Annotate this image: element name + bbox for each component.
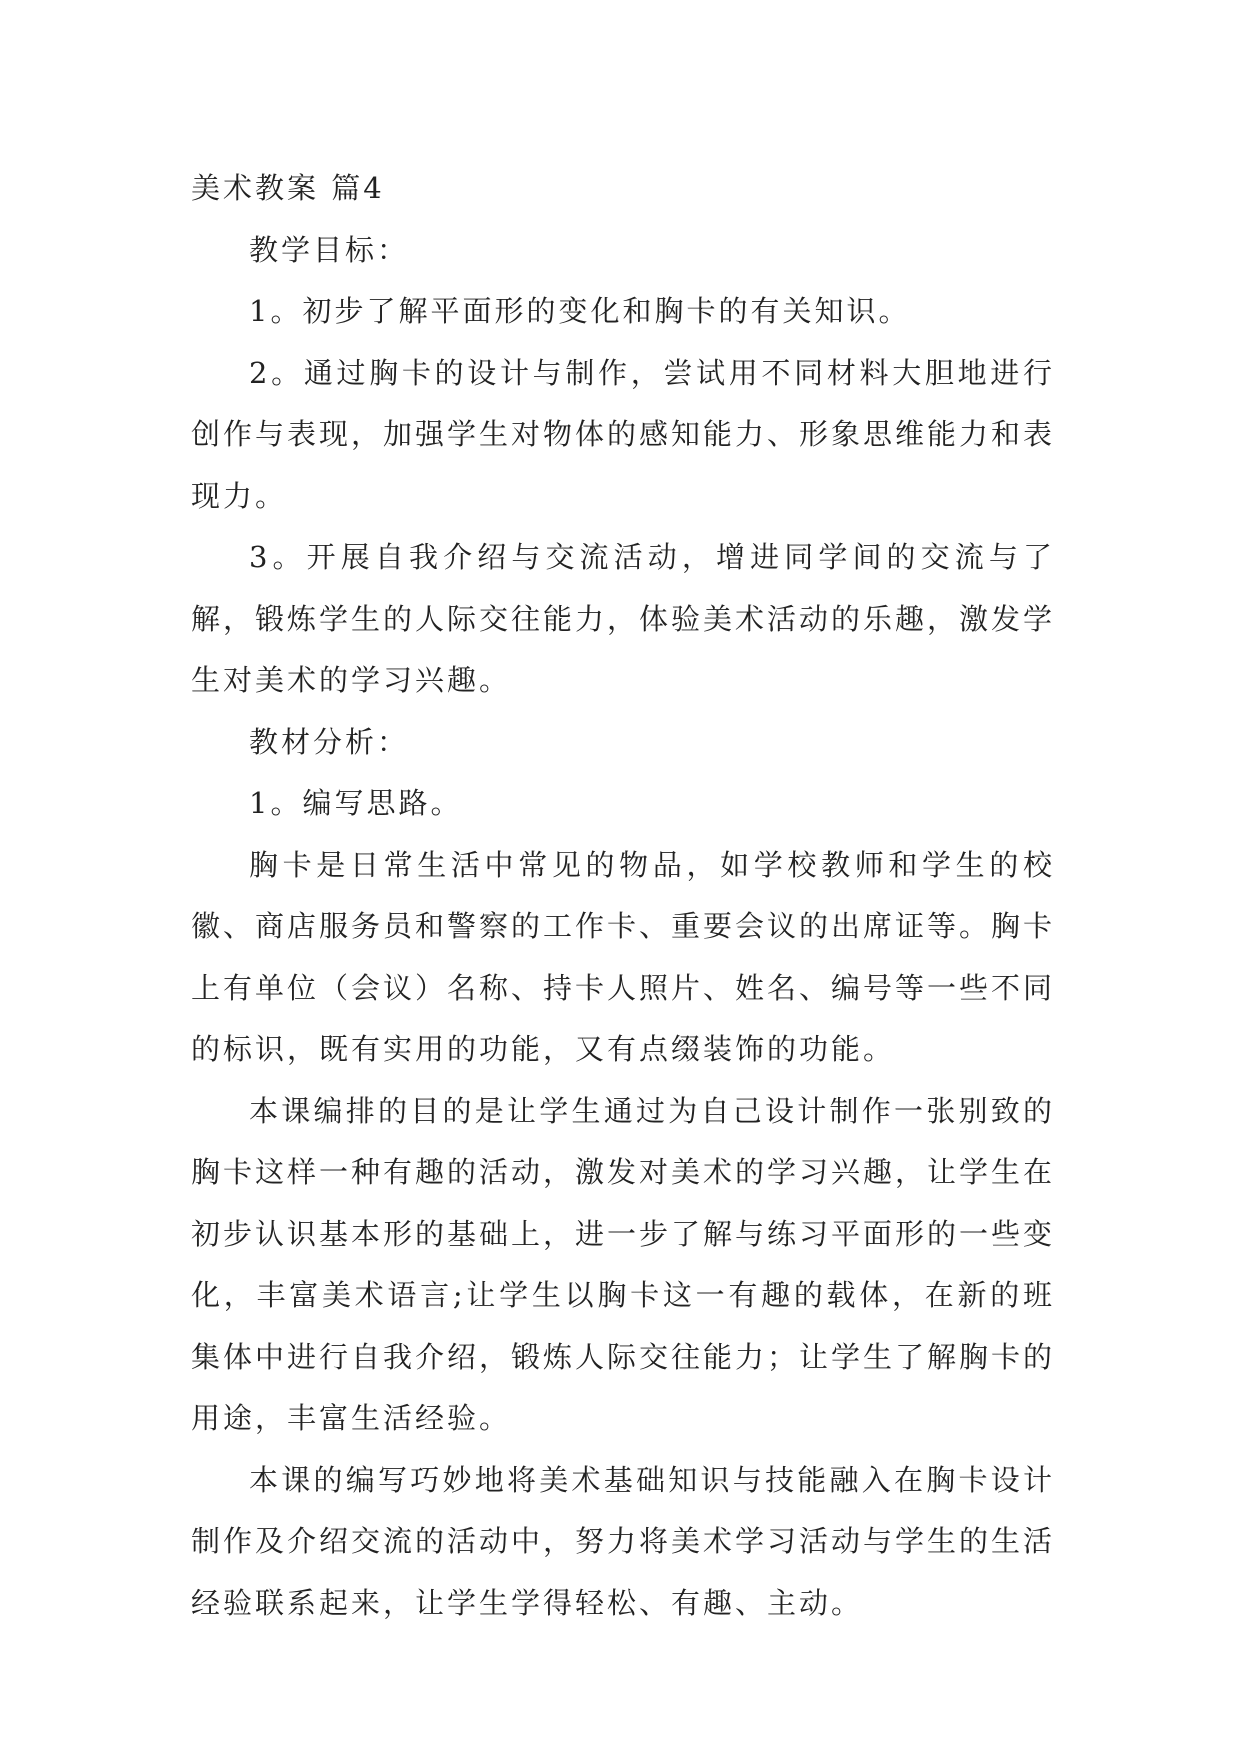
document-title: 美术教案 篇4 <box>191 171 385 205</box>
paragraph-material-analysis-heading: 教材分析： <box>249 724 410 759</box>
paragraph-writing-approach: 1。编写思路。 <box>249 786 463 820</box>
paragraph-goal-3: 3。开展自我介绍与交流活动，增进同学间的交流与了解，锻炼学生的人际交往能力，体验美术活动的乐趣，激发学生对美术的学习兴趣。 <box>191 540 1056 697</box>
document-body <box>191 158 1055 1634</box>
paragraph-teaching-goals-heading: 教学目标： <box>249 232 410 267</box>
paragraph-badge-description: 胸卡是日常生活中常见的物品，如学校教师和学生的校徽、商店服务员和警察的工作卡、重要会议的出席证等。胸卡上有单位（会议）名称、持卡人照片、姓名、编号等一些不同的标识，既有实用的功能，又有点缀装饰的功能。 <box>191 847 1056 1066</box>
paragraph-lesson-purpose: 本课编排的目的是让学生通过为自己设计制作一张别致的胸卡这样一种有趣的活动，激发对美术的学习兴趣，让学生在初步认识基本形的基础上，进一步了解与练习平面形的一些变化，丰富美术语言;让学生以胸卡这一有趣的载体，在新的班集体中进行自我介绍，锻炼人际交往能力；让学生了解胸卡的用途，丰富生活经验。 <box>191 1093 1056 1435</box>
paragraph-lesson-design: 本课的编写巧妙地将美术基础知识与技能融入在胸卡设计制作及介绍交流的活动中，努力将美术学习活动与学生的生活经验联系起来，让学生学得轻松、有趣、主动。 <box>191 1462 1056 1620</box>
paragraph-goal-2: 2。通过胸卡的设计与制作，尝试用不同材料大胆地进行创作与表现，加强学生对物体的感知能力、形象思维能力和表现力。 <box>191 355 1056 513</box>
paragraph-goal-1: 1。初步了解平面形的变化和胸卡的有关知识。 <box>249 294 911 328</box>
